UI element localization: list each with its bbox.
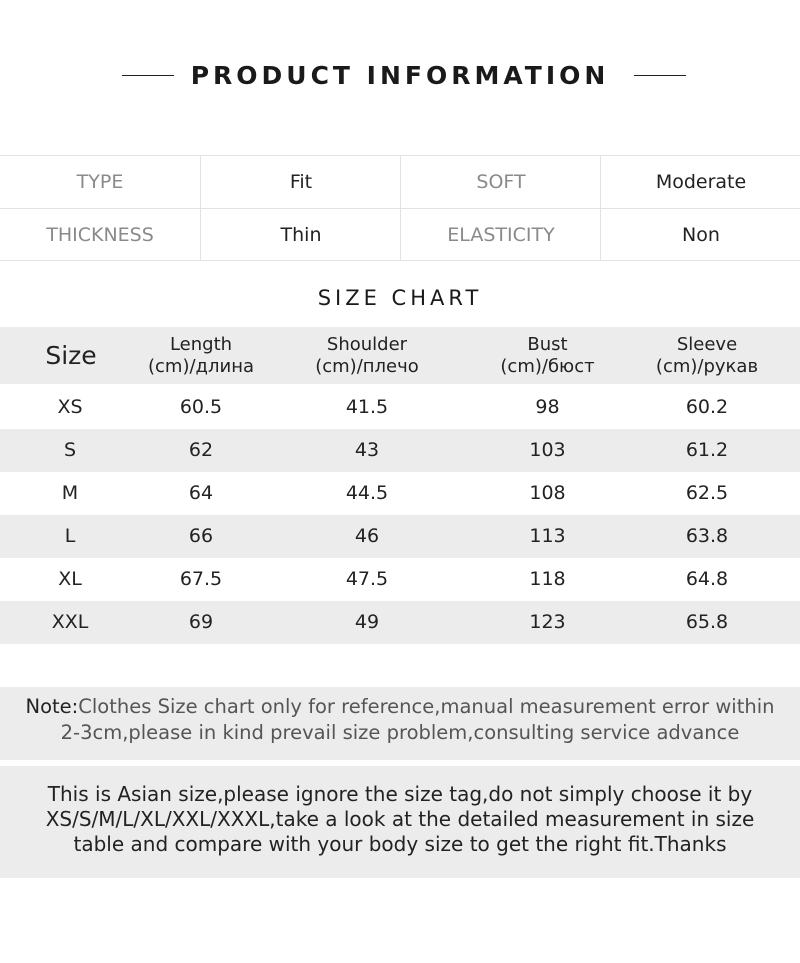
table-row [0, 386, 800, 429]
measurement-note [0, 687, 800, 760]
size-cell: XL [58, 568, 82, 590]
length-cell: 69 [188, 611, 214, 633]
header-sleeve-label: Sleeve [676, 333, 738, 355]
sleeve-cell: 60.2 [685, 396, 729, 418]
type-value: Fit [200, 156, 401, 208]
sleeve-cell: 62.5 [685, 482, 729, 504]
table-row [0, 429, 800, 472]
elasticity-label: ELASTICITY [400, 209, 601, 261]
header-sleeve [627, 327, 787, 384]
soft-label: SOFT [400, 156, 601, 208]
bust-cell: 118 [529, 568, 566, 590]
length-cell: 60.5 [179, 396, 223, 418]
page-title: PRODUCT INFORMATION [190, 61, 610, 90]
length-cell: 62 [188, 439, 214, 461]
length-cell: 64 [188, 482, 214, 504]
sleeve-cell: 64.8 [685, 568, 729, 590]
header-bust-label: Bust [527, 333, 568, 355]
size-chart-header [0, 327, 800, 384]
product-info-table [0, 155, 800, 261]
asian-note-line-2: XS/S/M/L/XL/XXL/XXXL,take a look at the detailed measurement in size [45, 807, 755, 831]
length-cell: 67.5 [179, 568, 223, 590]
table-row [0, 515, 800, 558]
shoulder-cell: 47.5 [345, 568, 389, 590]
bust-cell: 108 [529, 482, 566, 504]
asian-note-line-3: table and compare with your body size to get the right fit.Thanks [73, 832, 727, 856]
size-cell: M [61, 482, 79, 504]
shoulder-cell: 41.5 [345, 396, 389, 418]
asian-size-note [0, 766, 800, 878]
shoulder-cell: 49 [354, 611, 380, 633]
size-cell: L [64, 525, 76, 547]
shoulder-cell: 43 [354, 439, 380, 461]
header-bust [465, 327, 630, 384]
header-bust-unit: (cm)/бюст [500, 355, 595, 377]
thickness-label: THICKNESS [46, 224, 154, 246]
note-text-1: Clothes Size chart only for reference,manual measurement error within [78, 695, 775, 718]
size-cell: XS [57, 396, 83, 418]
header-shoulder [287, 327, 447, 384]
header-length [120, 327, 282, 384]
product-info-row [0, 208, 800, 261]
table-row [0, 472, 800, 515]
asian-note-line-1: This is Asian size,please ignore the size tag,do not simply choose it by [47, 782, 753, 806]
length-cell: 66 [188, 525, 214, 547]
note-line-1 [0, 694, 800, 720]
soft-value: Moderate [600, 156, 800, 208]
type-label: TYPE [76, 171, 124, 193]
product-info-row [0, 156, 800, 208]
bust-cell: 103 [529, 439, 566, 461]
note-label: Note: [25, 695, 79, 718]
note-line-2: 2-3cm,please in kind prevail size problem,consulting service advance [60, 721, 740, 744]
bust-cell: 113 [529, 525, 566, 547]
shoulder-cell: 46 [354, 525, 380, 547]
header-shoulder-label: Shoulder [326, 333, 408, 355]
bust-cell: 123 [529, 611, 566, 633]
header-sleeve-unit: (cm)/рукав [655, 355, 759, 377]
sleeve-cell: 63.8 [685, 525, 729, 547]
bust-cell: 98 [535, 396, 560, 418]
header-size-label: Size [45, 340, 97, 370]
shoulder-cell: 44.5 [345, 482, 389, 504]
sleeve-cell: 61.2 [685, 439, 729, 461]
size-cell: S [63, 439, 77, 461]
size-chart-title: SIZE CHART [317, 286, 483, 310]
size-cell: XXL [51, 611, 89, 633]
header-length-unit: (cm)/длина [148, 355, 254, 377]
elasticity-value: Non [600, 209, 800, 261]
header-length-label: Length [169, 333, 233, 355]
table-row [0, 558, 800, 601]
table-row [0, 601, 800, 644]
sleeve-cell: 65.8 [685, 611, 729, 633]
header-shoulder-unit: (cm)/плечо [315, 355, 419, 377]
title-divider-right [634, 75, 686, 76]
thickness-value: Thin [200, 209, 401, 261]
page-title-row [0, 58, 800, 94]
